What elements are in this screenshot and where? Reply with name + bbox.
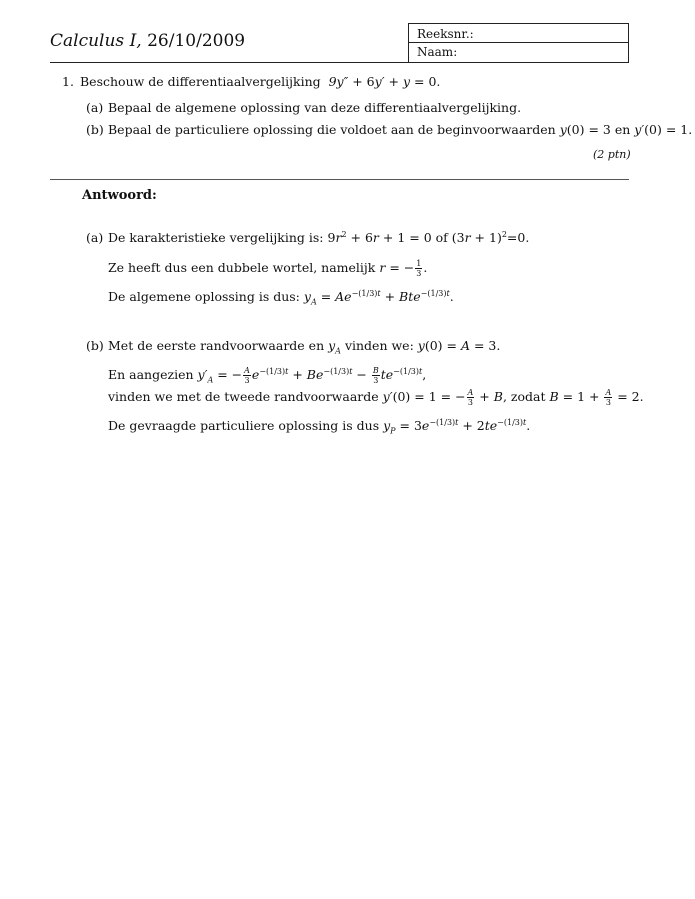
answer-b-line1-text: Met de eerste randvoorwaarde en <box>108 338 325 353</box>
answer-a-line3 <box>108 288 454 307</box>
student-info-divider <box>409 42 628 43</box>
part-b-label: (b) <box>86 122 104 137</box>
derivative-expression: $y'_A$ = − $\frac{A}{3}$ $e^{-(1/3)t} + Be^{-(1/3)t}$ − $\frac{B}{3}$ $te^{-(1/3)t}$, <box>197 366 427 385</box>
answer-a-label: (a) <box>86 230 104 245</box>
answer-b-line1-mid: vinden we: <box>344 338 414 353</box>
general-solution: $y_A = Ae^{-(1/3)t} + Bte^{-(1/3)t}$. <box>303 288 454 307</box>
naam-label: Naam: <box>417 45 458 59</box>
question-number: 1. <box>62 74 74 89</box>
answer-a-line1 <box>108 230 529 245</box>
answer-a-line2-text: Ze heeft dus een dubbele wortel, namelijk <box>108 260 376 275</box>
question-equation: 9y″ + 6y′ + y = 0. <box>328 74 441 89</box>
points-label: (2 ptn) <box>593 148 631 161</box>
particular-solution: $y_P = 3e^{-(1/3)t} + 2te^{-(1/3)t}$. <box>383 417 531 436</box>
exam-title <box>50 31 245 51</box>
answer-b-line4-text: De gevraagde particuliere oplossing is dus <box>108 418 380 433</box>
answer-heading: Antwoord: <box>82 188 157 203</box>
reeksnr-label: Reeksnr.: <box>417 27 474 41</box>
part-b-question <box>108 122 692 137</box>
second-condition: y′(0) = 1 = − $\frac{A}{3}$ + B, <box>382 388 507 407</box>
question-intro <box>80 74 440 89</box>
answer-b-line2-text: En aangezien <box>108 367 194 382</box>
student-info-box <box>408 23 629 63</box>
first-condition: y(0) = A = 3. <box>417 338 501 353</box>
course-name: Calculus I, <box>50 31 142 51</box>
answer-b-line3-mid: zodat <box>510 389 546 404</box>
part-b-text: Bepaal de particuliere oplossing die voldoet aan de beginvoorwaarden <box>108 122 556 137</box>
answer-b-line3-text: vinden we met de tweede randvoorwaarde <box>108 389 379 404</box>
double-root: r = − $\frac{1}{3}$ . <box>379 259 428 278</box>
part-a-label: (a) <box>86 100 104 115</box>
header-rule <box>50 62 629 63</box>
answer-b-label: (b) <box>86 338 104 353</box>
characteristic-equation: $9r^2 + 6r + 1 = 0$ of $(3r + 1)^2=0$. <box>327 229 530 245</box>
part-a-text: Bepaal de algemene oplossing van deze differentiaalvergelijking. <box>108 100 522 115</box>
answer-a-line2 <box>108 259 427 278</box>
section-divider <box>50 179 629 180</box>
part-b-conditions: y(0) = 3 en y′(0) = 1. <box>559 122 693 137</box>
answer-b-line3 <box>108 388 644 407</box>
answer-b-line2 <box>108 366 426 385</box>
answer-b-line4 <box>108 417 531 436</box>
b-value: B = 1 + $\frac{A}{3}$ = 2. <box>549 388 644 407</box>
question-intro-text: Beschouw de differentiaalvergelijking <box>80 74 321 89</box>
exam-date: 26/10/2009 <box>147 31 246 51</box>
answer-b-line1: Met de eerste randvoorwaarde en $y_A$ vinden we: y(0) = A = 3. <box>108 338 501 356</box>
answer-a-line1-text: De karakteristieke vergelijking is: <box>108 230 324 245</box>
answer-a-line3-text: De algemene oplossing is dus: <box>108 289 300 304</box>
